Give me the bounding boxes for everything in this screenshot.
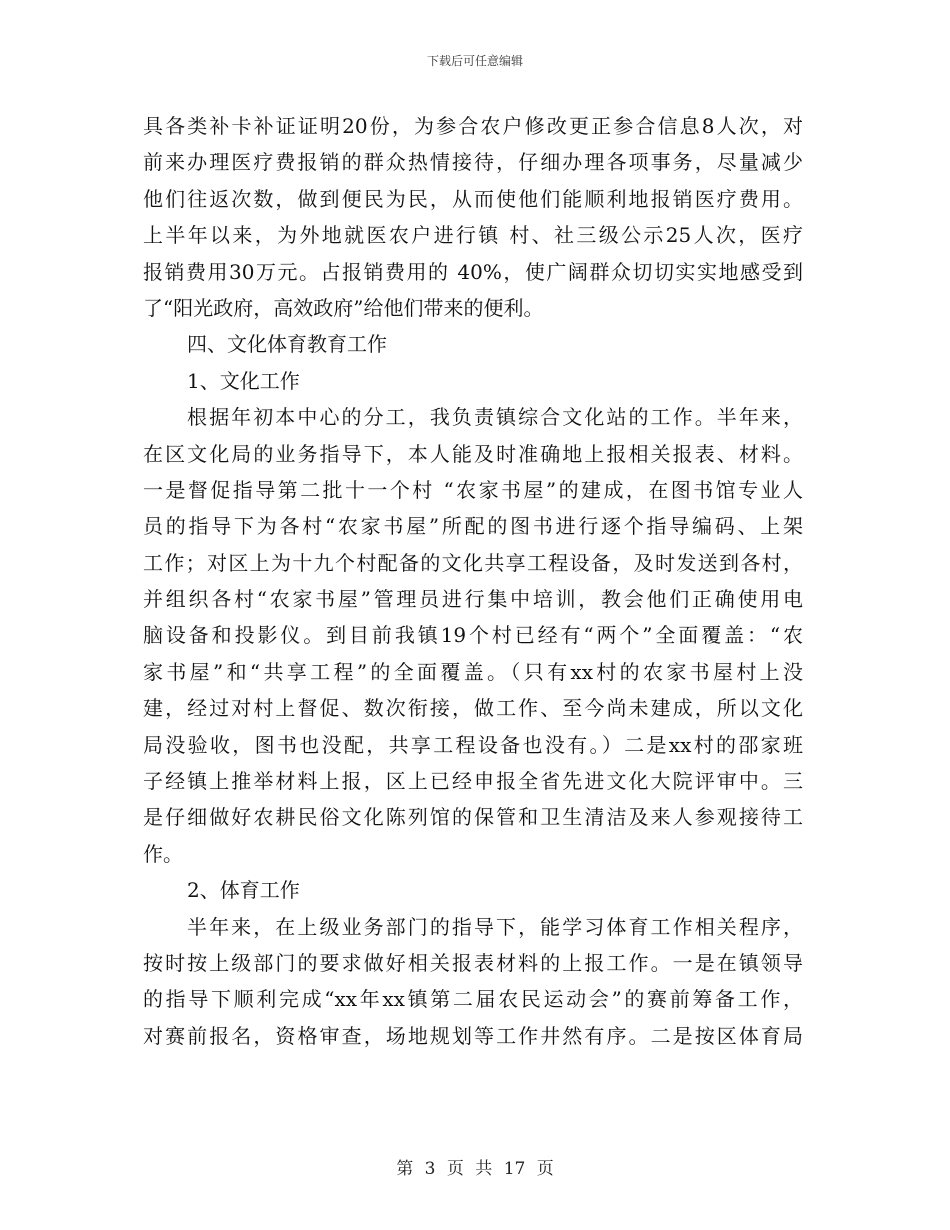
text-line: 对赛前报名，资格审查，场地规划等工作井然有序。二是按区体育局	[143, 1023, 803, 1048]
text-line: 子经镇上推举材料上报，区上已经申报全省先进文化大院评审中。三	[143, 769, 803, 794]
text-line: 他们往返次数，做到便民为民，从而使他们能顺利地报销医疗费用。	[143, 186, 803, 211]
text-line: 作。	[143, 841, 183, 866]
text-line: 报销费用30万元。占报销费用的 40%，使广阔群众切切实实地感受到	[143, 259, 803, 284]
text-line: 具各类补卡补证证明20份，为参合农户修改更正参合信息8人次，对	[143, 114, 803, 138]
text-line: 局没验收，图书也没配，共享工程设备也没有。）二是xx村的邵家班	[143, 732, 803, 757]
text-line: 是仔细做好农耕民俗文化陈列馆的保管和卫生清洁及来人参观接待工	[143, 805, 803, 830]
text-line: 脑设备和投影仪。到目前我镇19个村已经有“两个”全面覆盖：“农	[143, 623, 803, 648]
text-line: 工作；对区上为十九个村配备的文化共享工程设备，及时发送到各村，	[143, 550, 803, 575]
page-number: 第 3 页 共 17 页	[396, 1159, 554, 1179]
page-header-note: 下载后可任意编辑	[426, 54, 523, 68]
paragraph	[143, 399, 803, 872]
text-line: 上半年以来，为外地就医农户进行镇 村、社三级公示25人次，医疗	[143, 223, 803, 248]
text-line: 并组织各村“农家书屋”管理员进行集中培训，教会他们正确使用电	[143, 587, 803, 612]
subsection-heading: 1、文化工作	[187, 368, 300, 393]
text-line: 前来办理医疗费报销的群众热情接待，仔细办理各项事务，尽量减少	[143, 150, 803, 175]
paragraph	[143, 909, 803, 1055]
text-line: 员的指导下为各村“农家书屋”所配的图书进行逐个指导编码、上架	[143, 514, 803, 539]
text-line: 半年来，在上级业务部门的指导下，能学习体育工作相关程序，	[187, 914, 803, 939]
text-line: 的指导下顺利完成“xx年xx镇第二届农民运动会”的赛前筹备工作，	[143, 987, 803, 1012]
text-line: 家书屋”和“共享工程”的全面覆盖。（只有xx村的农家书屋村上没	[143, 659, 803, 684]
text-line: 一是督促指导第二批十一个村 “农家书屋”的建成，在图书馆专业人	[143, 477, 803, 502]
subsection-heading: 2、体育工作	[187, 878, 300, 903]
text-line: 在区文化局的业务指导下，本人能及时准确地上报相关报表、材料。	[143, 441, 803, 466]
text-line: 了“阳光政府，高效政府”给他们带来的便利。	[143, 295, 544, 320]
text-line: 按时按上级部门的要求做好相关报表材料的上报工作。一是在镇领导	[143, 950, 803, 975]
section-heading: 四、文化体育教育工作	[187, 332, 387, 357]
document-body	[143, 108, 803, 1054]
text-line: 根据年初本中心的分工，我负责镇综合文化站的工作。半年来，	[187, 405, 803, 430]
text-line: 建，经过对村上督促、数次衔接，做工作、至今尚未建成，所以文化	[143, 696, 803, 721]
paragraph	[143, 108, 803, 326]
